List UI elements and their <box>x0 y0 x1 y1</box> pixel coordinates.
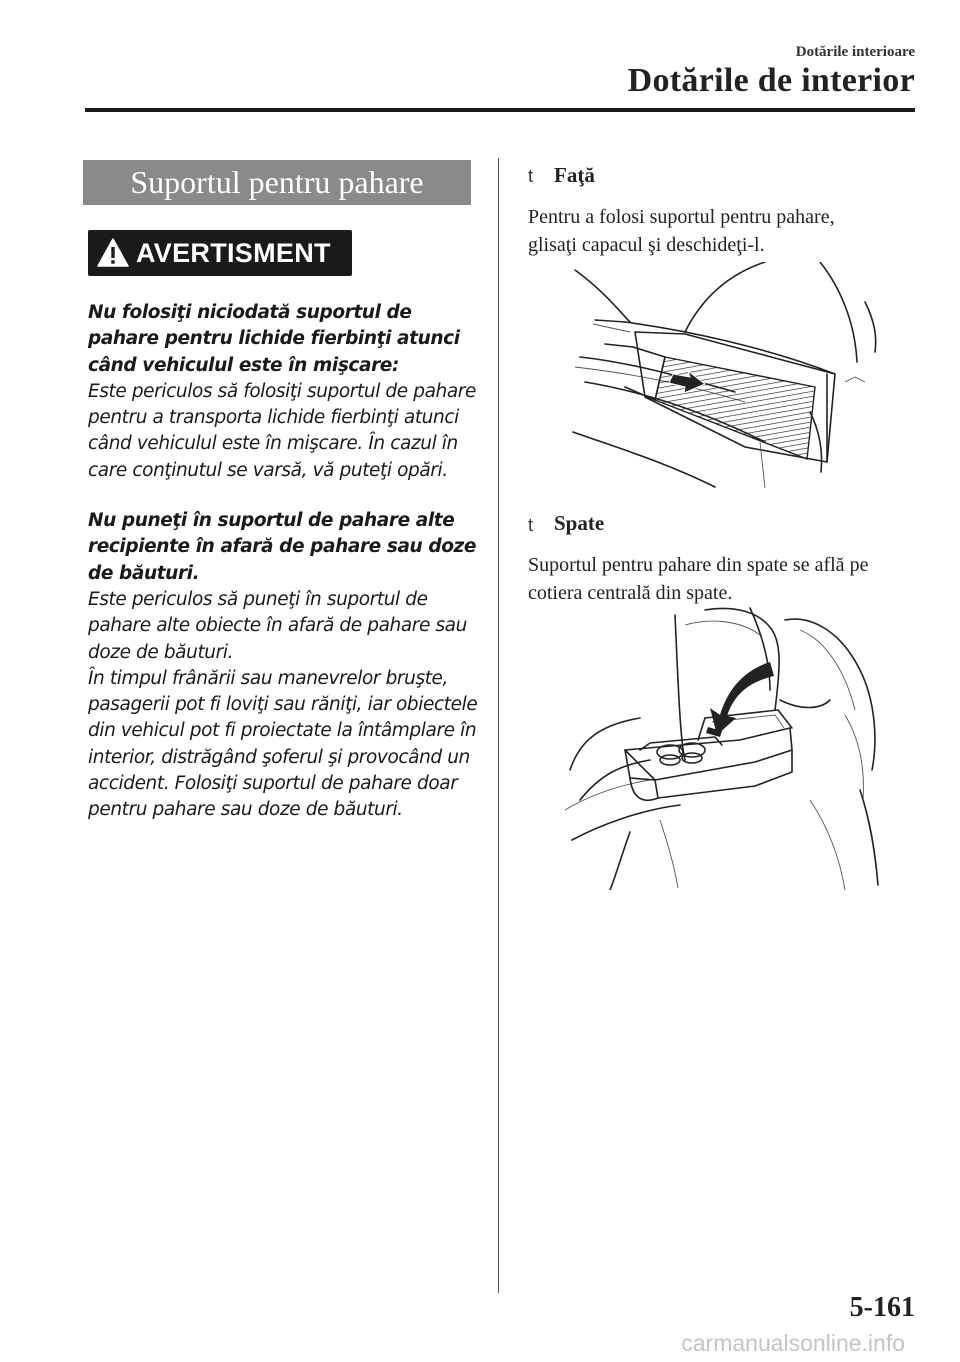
rear-text-line-1: Suportul pentru pahare din spate se află pe <box>528 554 869 576</box>
rear-subtitle: Spate <box>554 511 605 535</box>
warning-label: AVERTISMENT <box>136 238 331 268</box>
front-subtitle: Faţă <box>554 163 595 187</box>
front-text-line-2: glisaţi capacul şi deschideţi-l. <box>528 234 765 256</box>
header-rule <box>85 108 915 112</box>
front-bullet: t <box>528 166 534 186</box>
watermark: carmanualsonline.info <box>681 1330 905 1356</box>
warning-text-2a: Este periculos să puneţi în suportul de pahare alte obiecte în afară de pahare sau doze de băuturi. <box>88 588 467 663</box>
rear-bullet: t <box>528 515 534 535</box>
warning-triangle-icon <box>96 236 130 270</box>
rear-cupholder-illustration <box>560 600 895 890</box>
page-number: 5-161 <box>849 1292 915 1323</box>
running-header-small: Dotările interioare <box>795 44 915 60</box>
section-title: Suportul pentru pahare <box>83 160 471 205</box>
front-text-line-1: Pentru a folosi suportul pentru pahare, <box>528 206 835 228</box>
running-header-title: Dotările de interior <box>627 62 915 99</box>
warning-heading-2: Nu puneţi în suportul de pahare alte recipiente în afară de pahare sau doze de băuturi. <box>88 510 477 584</box>
front-cupholder-illustration <box>565 262 895 494</box>
rear-text-line-2: cotiera centrală din spate. <box>528 582 733 604</box>
warning-banner <box>88 230 352 276</box>
warning-text-2b: În timpul frânării sau manevrelor bruşte, pasagerii pot fi loviţi sau răniţi, iar obiectele din vehicul pot fi proiectate la întâmplare în interior, distrăgând şoferul şi provocând un accident. Folosiţi suportul de pahare doar pentru pahare sau doze de băuturi. <box>88 667 478 821</box>
warning-heading-1: Nu folosiţi niciodată suportul de pahare pentru lichide fierbinţi atunci când vehiculul este în mişcare: <box>88 302 460 376</box>
column-divider <box>498 158 499 1293</box>
warning-text-1: Este periculos să folosiţi suportul de pahare pentru a transporta lichide fierbinţi atunci când vehiculul este în mişcare. În cazul în care conţinutul se varsă, vă puteţi opări. <box>88 380 476 481</box>
warning-body <box>88 300 483 824</box>
